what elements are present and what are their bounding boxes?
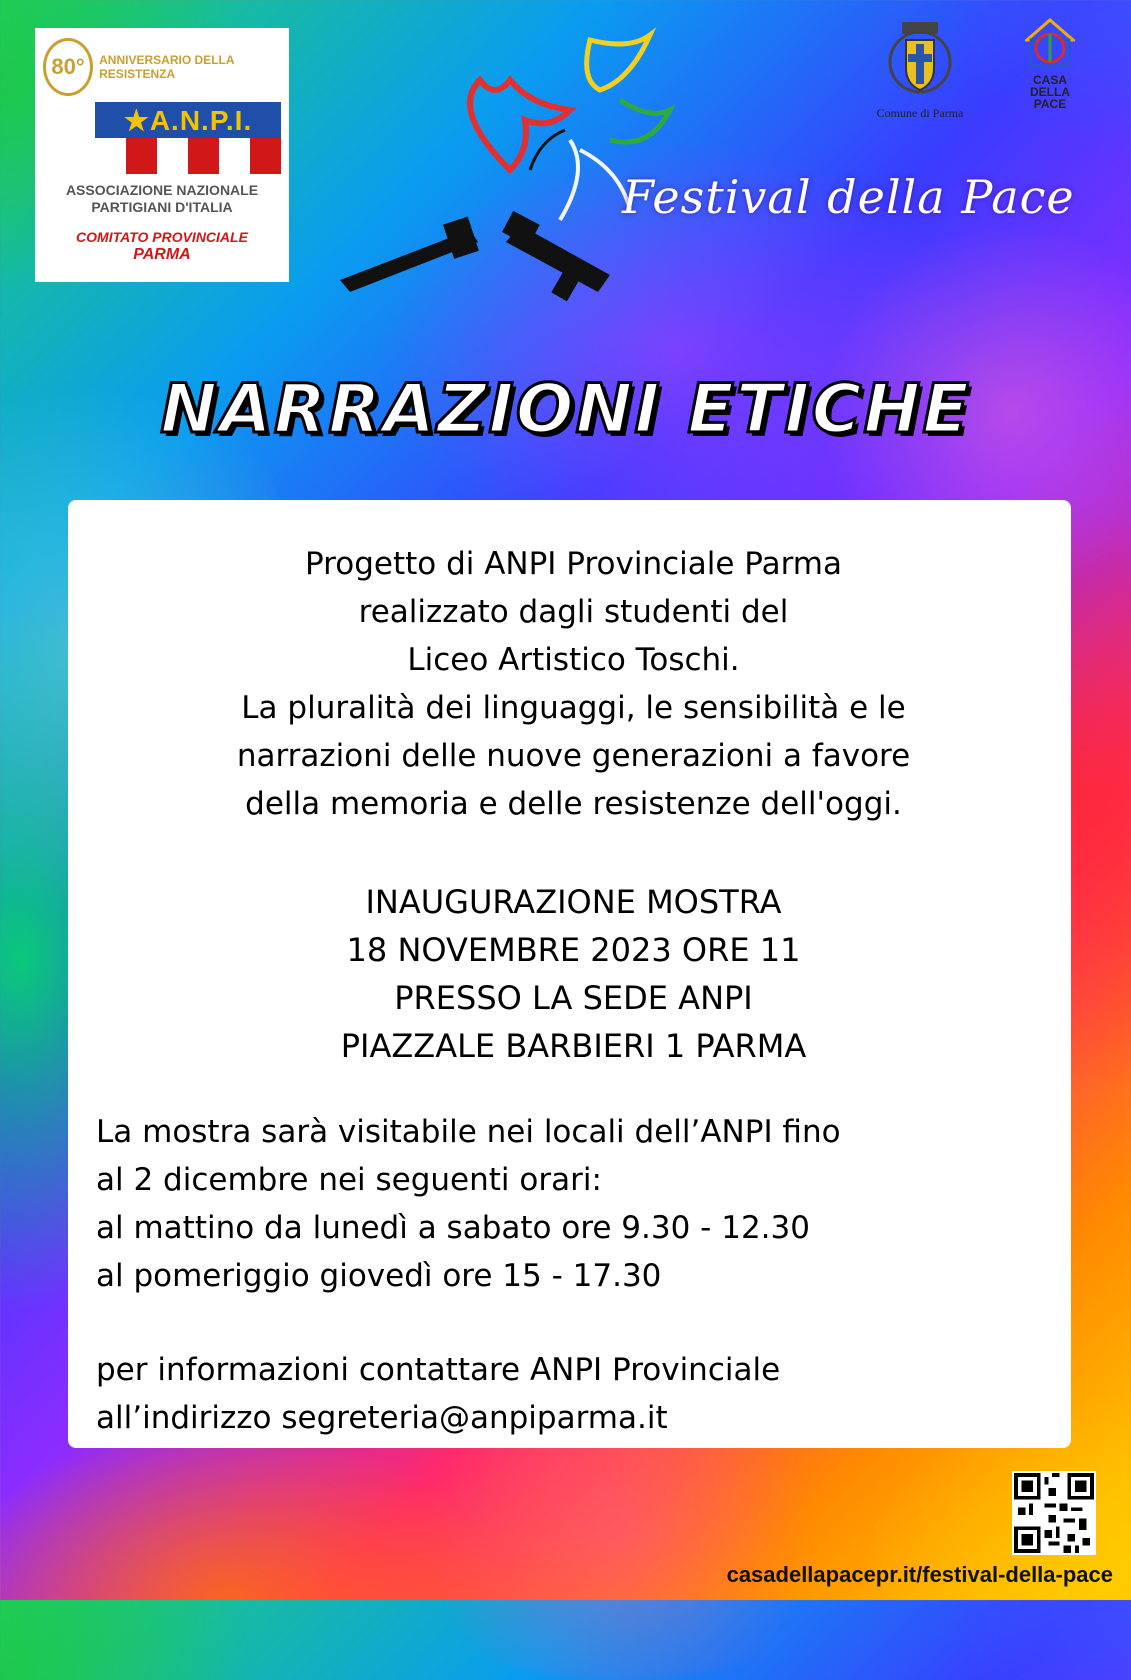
website-link[interactable]: casadellapacepr.it/festival-della-pace — [726, 1562, 1113, 1587]
comune-name: Comune di Parma — [876, 106, 964, 120]
project-line: La pluralità dei linguaggi, le sensibilità e le — [241, 690, 906, 726]
info-panel — [68, 500, 1071, 1448]
qr-code-icon — [1014, 1473, 1094, 1553]
anpi-logo — [35, 28, 289, 282]
event-address: PIAZZALE BARBIERI 1 PARMA — [340, 1027, 807, 1065]
project-line: della memoria e delle resistenze dell'oggi. — [245, 786, 902, 822]
festival-title: Festival della Pace — [622, 170, 1075, 224]
coat-of-arms-icon — [880, 18, 960, 98]
event-details — [96, 878, 1051, 1070]
casa-line: CASA — [1032, 73, 1067, 87]
visiting-line: al 2 dicembre nei seguenti orari: — [96, 1162, 602, 1198]
casa-line: PACE — [1033, 97, 1067, 111]
contact-info — [96, 1346, 1051, 1442]
association-name — [43, 182, 281, 216]
dove-black-stroke — [530, 130, 565, 170]
contact-email-line[interactable]: all’indirizzo segreteria@anpiparma.it — [96, 1400, 668, 1436]
main-title: NARRAZIONI ETICHE — [160, 370, 971, 449]
association-line: ASSOCIAZIONE NAZIONALE — [65, 182, 259, 198]
project-line: narrazioni delle nuove generazioni a favore — [236, 738, 911, 774]
project-line: Progetto di ANPI Provinciale Parma — [305, 546, 842, 582]
project-description — [96, 540, 1051, 828]
peace-house-icon — [1025, 18, 1075, 68]
visiting-line: al pomeriggio giovedì ore 15 - 17.30 — [96, 1258, 662, 1294]
committee-line: COMITATO PROVINCIALE — [76, 229, 248, 245]
visiting-line: La mostra sarà visitabile nei locali dell’ANPI fino — [96, 1114, 841, 1150]
project-line: Liceo Artistico Toschi. — [407, 642, 740, 678]
committee-city: PARMA — [133, 246, 191, 263]
anniversary-number: 80° — [43, 38, 93, 96]
event-location: PRESSO LA SEDE ANPI — [394, 979, 753, 1017]
project-line: realizzato dagli studenti del — [358, 594, 789, 630]
dove-red-outline — [470, 80, 570, 170]
casa-name — [1022, 74, 1078, 110]
dove-yellow-outline — [587, 35, 650, 90]
committee-name — [43, 228, 281, 264]
association-line: PARTIGIANI D'ITALIA — [91, 199, 233, 215]
event-date: 18 NOVEMBRE 2023 ORE 11 — [346, 931, 801, 969]
dove-white-feathers — [560, 140, 630, 220]
event-title: INAUGURAZIONE MOSTRA — [365, 883, 782, 921]
contact-line: per informazioni contattare ANPI Provinciale — [96, 1352, 781, 1388]
comune-di-parma-logo — [860, 18, 980, 121]
anpi-band: ★A.N.P.I. — [95, 102, 281, 138]
visiting-hours — [96, 1108, 1051, 1300]
casa-della-pace-logo — [1022, 18, 1078, 110]
dove-green-outline — [610, 100, 670, 142]
anniversary-text: ANNIVERSARIO DELLA RESISTENZA — [99, 53, 235, 81]
anniversary-badge — [43, 38, 281, 96]
qr-code[interactable] — [1012, 1471, 1096, 1555]
italian-flags — [95, 138, 281, 174]
casa-line: DELLA — [1030, 85, 1070, 99]
broken-rifle-icon — [340, 211, 610, 301]
visiting-line: al mattino da lunedì a sabato ore 9.30 - 12.30 — [96, 1210, 810, 1246]
